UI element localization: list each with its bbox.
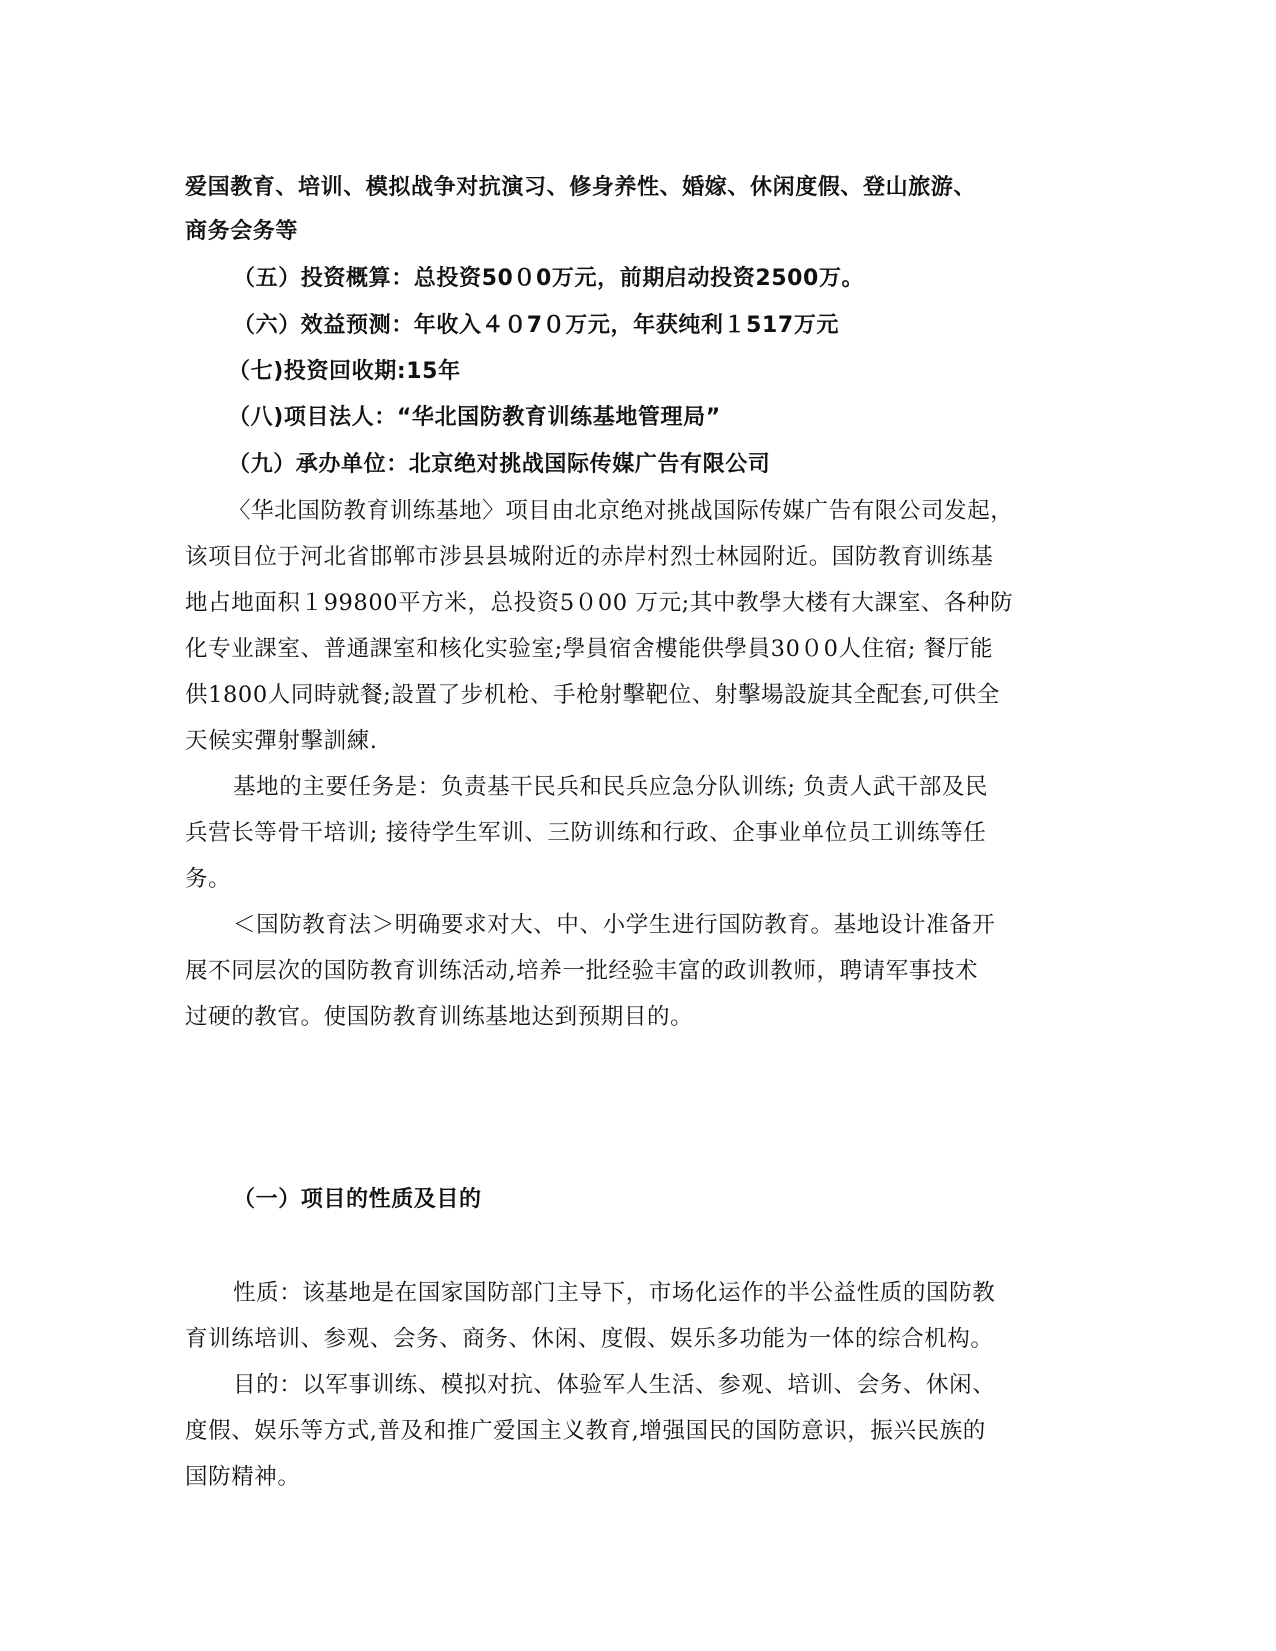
section-heading-payback: （七)投资回收期:15年 [228, 359, 461, 384]
paragraph-line: 务。 [185, 866, 232, 892]
paragraph-line: 天候实彈射擊訓練. [185, 728, 378, 754]
paragraph-line: 国防精神。 [185, 1464, 301, 1490]
text-line: 爱国教育、培训、模拟战争对抗演习、修身养性、婚嫁、休闲度假、登山旅游、 [185, 175, 977, 200]
paragraph-line: 化专业課室、普通課室和核化实验室;學員宿舍樓能供學員30０0人住宿; 餐厅能 [185, 636, 994, 662]
paragraph-line: 展不同层次的国防教育训练活动,培养一批经验丰富的政训教师，聘请军事技术 [185, 958, 979, 984]
paragraph-line: 基地的主要任务是：负责基干民兵和民兵应急分队训练; 负责人武干部及民 [233, 774, 989, 800]
paragraph-line: 供1800人同時就餐;設置了步机枪、手枪射擊靶位、射擊場設旋其全配套,可供全 [185, 682, 1000, 708]
paragraph-line: 过硬的教官。使国防教育训练基地达到预期目的。 [185, 1004, 694, 1030]
section-heading-organizer: （九）承办单位：北京绝对挑战国际传媒广告有限公司 [228, 452, 771, 477]
text-line: 商务会务等 [185, 219, 299, 244]
paragraph-line: 该项目位于河北省邯郸市涉县县城附近的赤岸村烈士林园附近。国防教育训练基 [185, 544, 994, 570]
paragraph-line: ＜国防教育法＞明确要求对大、中、小学生进行国防教育。基地设计准备开 [233, 912, 996, 938]
paragraph-line: 地占地面积１99800平方米，总投资5０00 万元;其中教學大楼有大課室、各种防 [185, 590, 1014, 616]
paragraph-line: 〈华北国防教育训练基地〉项目由北京绝对挑战国际传媒广告有限公司发起， [228, 498, 1014, 524]
paragraph-line: 性质：该基地是在国家国防部门主导下，市场化运作的半公益性质的国防教 [233, 1280, 996, 1306]
section-heading-legal-person: （八)项目法人：“华北国防教育训练基地管理局” [228, 405, 721, 430]
section-heading-benefit: （六）效益预测：年收入４０7０万元，年获纯利１517万元 [233, 313, 840, 338]
paragraph-line: 兵营长等骨干培训; 接待学生军训、三防训练和行政、企事业单位员工训练等任 [185, 820, 987, 846]
section-heading-investment: （五）投资概算：总投资50０0万元，前期启动投资2500万。 [233, 266, 865, 291]
paragraph-line: 育训练培训、参观、会务、商务、休闲、度假、娱乐多功能为一体的综合机构。 [185, 1326, 994, 1352]
paragraph-line: 目的：以军事训练、模拟对抗、体验军人生活、参观、培训、会务、休闲、 [233, 1372, 996, 1398]
paragraph-line: 度假、娱乐等方式,普及和推广爱国主义教育,增强国民的国防意识，振兴民族的 [185, 1418, 986, 1444]
section-heading-nature-purpose: （一）项目的性质及目的 [233, 1187, 482, 1212]
